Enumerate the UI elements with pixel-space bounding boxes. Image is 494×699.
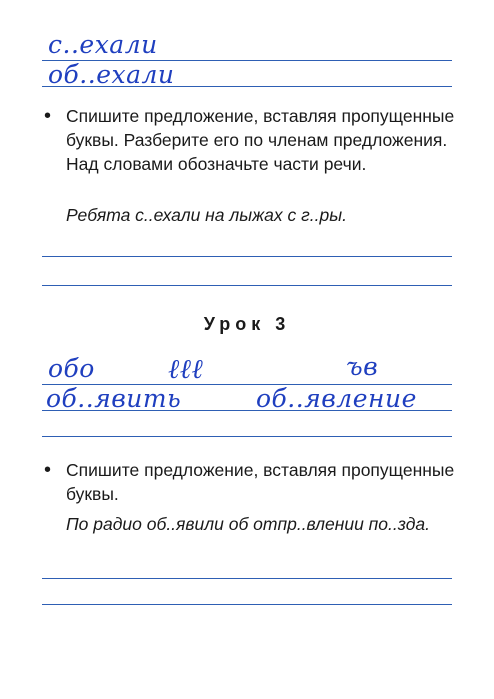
cursive-word-obyavlenie: об..явление [256,384,417,413]
task-1-example-sentence: Ребята с..ехали на лыжах с г..ры. [66,205,347,225]
handwriting-rule [42,410,452,411]
lesson-title: Урок 3 [203,314,291,334]
handwriting-rule [42,86,452,87]
task-1-text: Спишите предложение, вставляя пропущенные буквы. Разберите его по членам предложения. Над словами обозначьте части речи. [66,106,455,174]
task-2-text: Спишите предложение, вставляя пропущенные буквы. [66,460,455,504]
task-1-instruction [44,104,464,176]
cursive-loops: ℓℓℓ [168,354,204,385]
task-2-instruction [44,458,464,506]
cursive-word-obyavit: об..явить [46,384,182,413]
writing-line [42,578,452,579]
cursive-letters-yv: ъв [346,352,379,381]
cursive-word-obekhali: об..ехали [48,60,175,89]
writing-line [42,256,452,257]
handwriting-rule [42,436,452,437]
task-2-example-sentence: По радио об..явили об отпр..влении по..зда. [66,514,430,534]
bullet-icon: • [44,459,52,481]
cursive-letters-obo: обо [48,354,95,383]
writing-line [42,285,452,286]
writing-line [42,604,452,605]
cursive-word-sekhali: с..ехали [48,30,158,59]
bullet-icon: • [44,105,52,127]
